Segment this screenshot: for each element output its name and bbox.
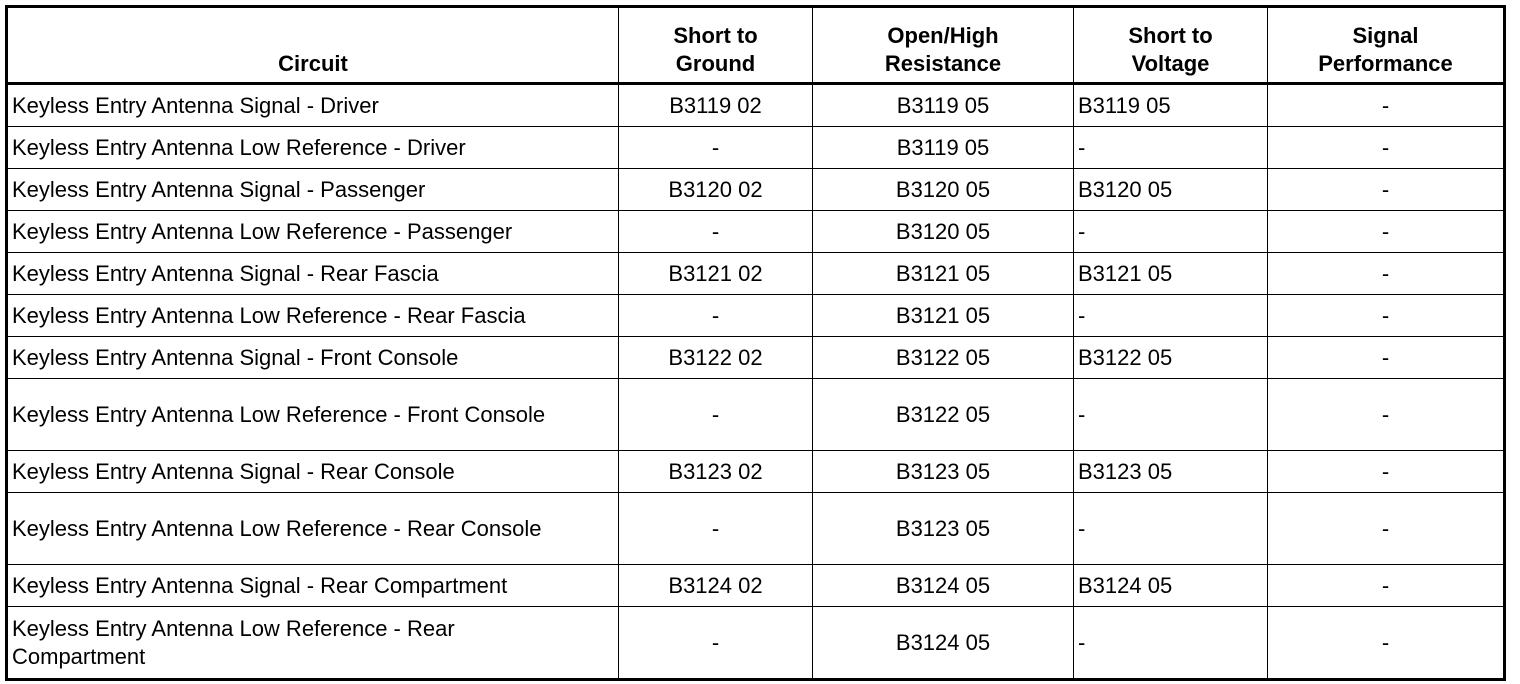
short-to-voltage-cell: -: [1074, 211, 1268, 253]
short-to-ground-cell: -: [619, 493, 813, 565]
signal-performance-cell: -: [1268, 607, 1505, 680]
short-to-ground-cell: B3121 02: [619, 253, 813, 295]
header-open-high-resistance: [813, 7, 1074, 84]
table-row: [7, 337, 1505, 379]
circuit-cell: Keyless Entry Antenna Signal - Rear Fascia: [7, 253, 619, 295]
header-open-high-resistance-label: Open/High Resistance: [884, 23, 1002, 76]
dtc-circuit-table: [5, 5, 1506, 681]
circuit-cell: Keyless Entry Antenna Signal - Front Console: [7, 337, 619, 379]
header-signal-performance: [1268, 7, 1505, 84]
circuit-cell-text: Keyless Entry Antenna Low Reference - Rear Console: [12, 515, 542, 541]
open-high-resistance-cell: B3122 05: [813, 337, 1074, 379]
open-high-resistance-cell: B3121 05: [813, 295, 1074, 337]
header-short-to-voltage-label: Short to Voltage: [1128, 23, 1213, 76]
signal-performance-cell: -: [1268, 493, 1505, 565]
circuit-cell: Keyless Entry Antenna Signal - Rear Compartment: [7, 565, 619, 607]
signal-performance-cell: -: [1268, 211, 1505, 253]
signal-performance-cell: -: [1268, 169, 1505, 211]
short-to-voltage-cell: -: [1074, 295, 1268, 337]
open-high-resistance-cell: B3119 05: [813, 127, 1074, 169]
header-circuit: Circuit: [7, 7, 619, 84]
short-to-ground-cell: -: [619, 127, 813, 169]
signal-performance-cell: -: [1268, 379, 1505, 451]
circuit-cell: [7, 493, 619, 565]
short-to-voltage-cell: -: [1074, 607, 1268, 680]
short-to-voltage-cell: B3121 05: [1074, 253, 1268, 295]
circuit-cell: Keyless Entry Antenna Signal - Passenger: [7, 169, 619, 211]
circuit-cell: [7, 379, 619, 451]
open-high-resistance-cell: B3122 05: [813, 379, 1074, 451]
open-high-resistance-cell: B3123 05: [813, 451, 1074, 493]
table-row: [7, 451, 1505, 493]
short-to-voltage-cell: B3120 05: [1074, 169, 1268, 211]
header-signal-performance-label: Signal Performance: [1318, 23, 1453, 76]
circuit-cell: Keyless Entry Antenna Signal - Driver: [7, 84, 619, 127]
table-row: [7, 211, 1505, 253]
table-row: [7, 169, 1505, 211]
table-row: [7, 565, 1505, 607]
table-header-row: [7, 7, 1505, 84]
circuit-cell: [7, 607, 619, 680]
short-to-ground-cell: -: [619, 295, 813, 337]
short-to-ground-cell: B3119 02: [619, 84, 813, 127]
header-short-to-ground-label: Short to Ground: [673, 23, 758, 76]
short-to-ground-cell: B3120 02: [619, 169, 813, 211]
table-row: [7, 295, 1505, 337]
short-to-ground-cell: B3123 02: [619, 451, 813, 493]
header-short-to-voltage: [1074, 7, 1268, 84]
open-high-resistance-cell: B3124 05: [813, 565, 1074, 607]
short-to-ground-cell: -: [619, 379, 813, 451]
circuit-cell-text: Keyless Entry Antenna Low Reference - Rear Compartment: [12, 615, 455, 669]
circuit-cell: Keyless Entry Antenna Low Reference - Driver: [7, 127, 619, 169]
short-to-voltage-cell: -: [1074, 493, 1268, 565]
circuit-cell-text: Keyless Entry Antenna Low Reference - Front Console: [12, 401, 546, 427]
open-high-resistance-cell: B3121 05: [813, 253, 1074, 295]
short-to-voltage-cell: B3123 05: [1074, 451, 1268, 493]
table-row: [7, 607, 1505, 680]
table-row: [7, 379, 1505, 451]
signal-performance-cell: -: [1268, 295, 1505, 337]
table-row: [7, 253, 1505, 295]
short-to-voltage-cell: B3122 05: [1074, 337, 1268, 379]
circuit-cell: Keyless Entry Antenna Signal - Rear Console: [7, 451, 619, 493]
short-to-voltage-cell: -: [1074, 379, 1268, 451]
short-to-voltage-cell: B3119 05: [1074, 84, 1268, 127]
short-to-voltage-cell: B3124 05: [1074, 565, 1268, 607]
open-high-resistance-cell: B3124 05: [813, 607, 1074, 680]
table-row: [7, 127, 1505, 169]
table-row: [7, 493, 1505, 565]
header-short-to-ground: [619, 7, 813, 84]
short-to-ground-cell: -: [619, 211, 813, 253]
open-high-resistance-cell: B3119 05: [813, 84, 1074, 127]
circuit-cell: Keyless Entry Antenna Low Reference - Rear Fascia: [7, 295, 619, 337]
open-high-resistance-cell: B3120 05: [813, 169, 1074, 211]
signal-performance-cell: -: [1268, 253, 1505, 295]
table-row: [7, 84, 1505, 127]
short-to-ground-cell: B3124 02: [619, 565, 813, 607]
short-to-voltage-cell: -: [1074, 127, 1268, 169]
open-high-resistance-cell: B3120 05: [813, 211, 1074, 253]
signal-performance-cell: -: [1268, 84, 1505, 127]
signal-performance-cell: -: [1268, 451, 1505, 493]
signal-performance-cell: -: [1268, 337, 1505, 379]
open-high-resistance-cell: B3123 05: [813, 493, 1074, 565]
signal-performance-cell: -: [1268, 565, 1505, 607]
short-to-ground-cell: -: [619, 607, 813, 680]
circuit-cell: Keyless Entry Antenna Low Reference - Passenger: [7, 211, 619, 253]
short-to-ground-cell: B3122 02: [619, 337, 813, 379]
signal-performance-cell: -: [1268, 127, 1505, 169]
